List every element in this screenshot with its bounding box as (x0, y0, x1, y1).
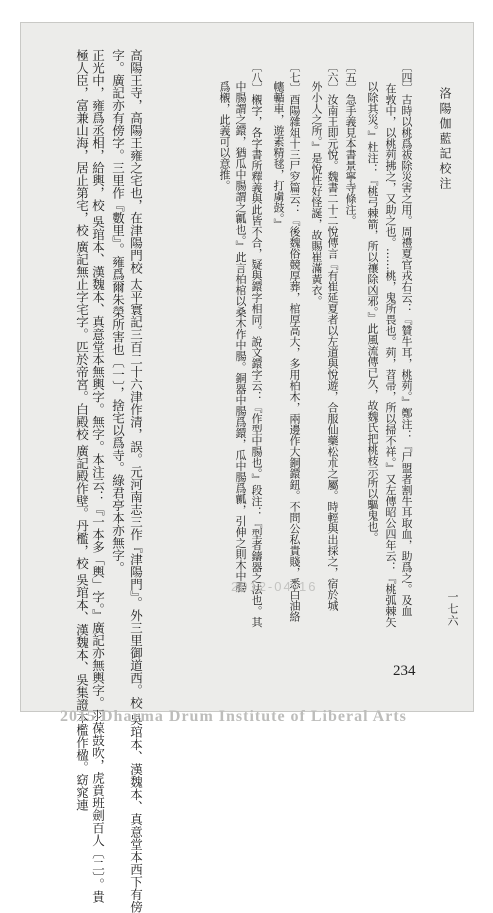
text-column: 以除其災。』杜注：『桃弓棘箭，所以禳除凶邪。』此風流傳已久，故魏氏把桃枝示所以驅鬼也。 (366, 81, 379, 543)
text-column: 〔七〕酉陽雜俎十三尸穸篇云：『後魏俗競厚葬，棺厚高大，多用柏木，兩邊作大銅鐶鈕。不問公私貴賤，悉白油絡 (288, 61, 301, 622)
text-column: 〔四〕古時以桃爲祓除災害之用。周禮夏官戎右云：『贊牛耳，桃茢。』鄭注：『尸盟者割牛耳取血，助爲之。及血 (400, 61, 413, 617)
text-column: 字。廣記亦有傍字。三里作『數里』。雍爲爾朱榮所害也〔一〕，捨宅以爲寺。綠君亭本亦無字。 (110, 49, 126, 574)
text-column: 〔八〕櫬字，各字書所釋義與此皆不合，疑與鐶字相同。說文鐶字云：『作型中腸也。』段注：『型者鑄器之法也。其 (250, 61, 263, 628)
text-column: 中腸謂之鐶，猶瓜中腸謂之瓤也。』此言柏棺以桑木作中腸。銅器中腸爲鐶，瓜中腸爲瓤，引伸之則木中腸 (234, 81, 247, 593)
text-column: 正光中，雍爲丞相，給輿，校 吳琯本、漢魏本、真意堂本無輿字。無字。本注云：『一本多「輿」字。』廣記亦無輿字。羽葆鼓吹，虎賁班劍百人〔二〕。貴 (90, 49, 106, 903)
text-column: 〔六〕汝南王即元悅。魏書二十二悅傳言『有崔延夏者以左道與悅遊，合服仙藥松朮之屬。時輕與出採之，宿於城 (326, 61, 339, 611)
text-column: 在敦中，以桃茢拂之，又助之也。……桃，鬼所畏也。茢，苕帚，所以掃不祥。』又左傳昭公四年云：『桃弧棘矢 (384, 83, 397, 628)
text-column: 〔五〕急手義見本書景寧寺條注。 (344, 61, 357, 226)
text-column: 外小人之所。』是悅性好怪誕，故賜崔滿黃衣。 (310, 81, 323, 307)
text-column: 爲櫬，此義可以意推。 (218, 81, 231, 191)
page-number: 一七六 (446, 591, 459, 627)
text-column: 幰輴車，遊素精毬，打虜鼓。』 (272, 81, 285, 230)
date-watermark: 2012-04-16 (231, 579, 318, 594)
text-column: 高陽王寺，高陽王雍之宅也，在津陽門校 太平寰記三百二十六津作清，誤。元河南志三作『津陽門』。外三里御道西。校 吳琯本、漢魏本、真意堂本西下有傍 (128, 49, 144, 913)
book-title: 洛陽伽藍記校注 (438, 87, 452, 192)
scan-page-number: 234 (393, 663, 416, 679)
institution-watermark: 2015 Dharma Drum Institute of Liberal Arts (60, 708, 407, 725)
text-column: 極人臣，富兼山海，居止第宅，校 廣記無止字宅字。匹於帝宮。白殿校 廣記殿作壁。丹檻，校 吳琯本、漢魏本、吳集證本檻作楹。窈窕連 (74, 49, 90, 811)
